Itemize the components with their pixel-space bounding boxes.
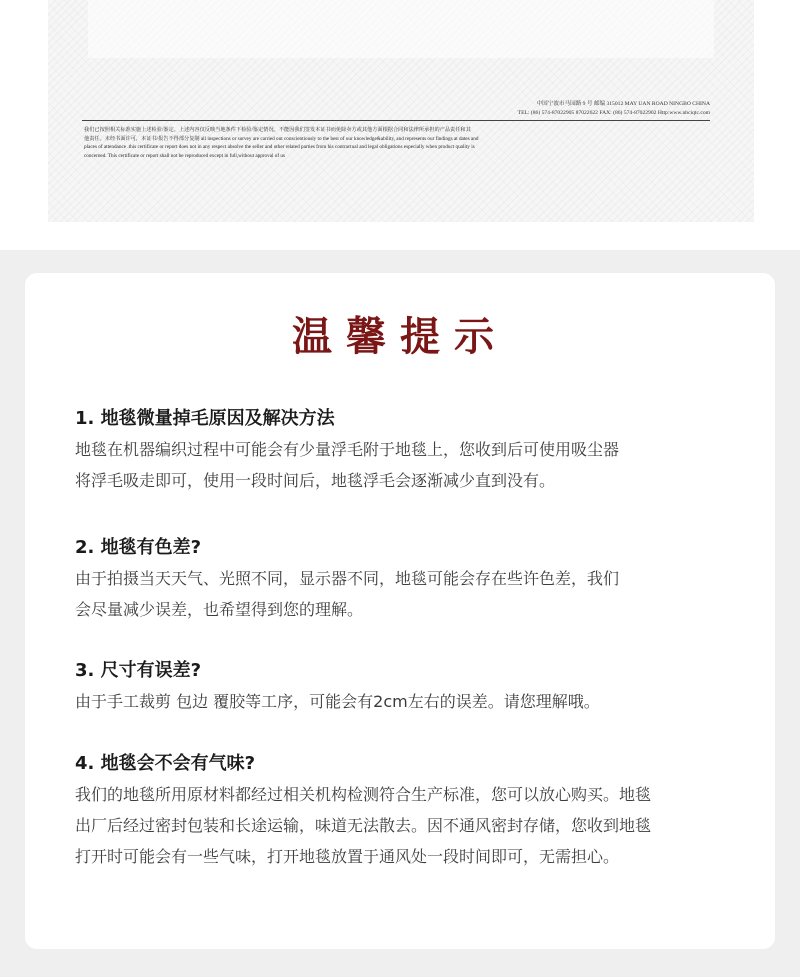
faq-question: 3. 尺寸有误差? bbox=[75, 660, 202, 681]
answer-line: 我们的地毯所用原材料都经过相关机构检测符合生产标准，您可以放心购买。地毯 bbox=[75, 785, 652, 804]
certificate-image bbox=[48, 0, 754, 222]
certificate-address-line: 中国宁波市马园路 9 号 邮编 315012 MAY UAN ROAD NINGBO CHINA bbox=[536, 101, 710, 107]
faq-answer bbox=[75, 563, 735, 625]
faq-item-size-tolerance bbox=[75, 658, 735, 717]
answer-line: 由于手工裁剪 包边 覆胶等工序，可能会有2cm左右的误差。请您理解哦。 bbox=[75, 692, 600, 711]
certificate-contact-line: TEL: (86) 574-87022905 87022622 FAX: (86) 574-87022902 Http:www.nbciqtc.com bbox=[517, 110, 710, 116]
top-band bbox=[0, 0, 800, 250]
answer-line: 出厂后经过密封包装和长途运输，味道无法散去。因不通风密封存储，您收到地毯 bbox=[75, 816, 652, 835]
notice-card bbox=[25, 273, 775, 949]
faq-answer bbox=[75, 434, 735, 496]
answer-line: 由于拍摄当天天气、光照不同，显示器不同，地毯可能会存在些许色差，我们 bbox=[75, 569, 620, 588]
faq-answer bbox=[75, 686, 735, 717]
disclaimer-line: 他责任。未经书面许可，本证书/报告不得部分复制 all inspections or survey are carried out conscientiously to the best of our knowledge&ability, and represents our findings at dates and bbox=[84, 135, 479, 142]
faq-question: 4. 地毯会不会有气味? bbox=[75, 753, 256, 774]
disclaimer-line: 我们已按照相关标准实施上述检验/鉴定。上述内容仅反映当地条件下检验/鉴定情况。不能因我们签发本证书而免除卖方或其他方面根据合同和法律所承担的产品责任和其 bbox=[84, 127, 471, 133]
disclaimer-line: concerned. This certificate or report shall not be reproduced except in full,without approval of us bbox=[84, 152, 285, 159]
faq-item-color-difference bbox=[75, 535, 735, 625]
faq-question: 1. 地毯微量掉毛原因及解决方法 bbox=[75, 408, 335, 429]
disclaimer-line: places of attendance .this certificate or report does not in any respect absolve the seller and other related parties from his contractual and legal obligations especially when product quality is bbox=[84, 144, 475, 151]
answer-line: 将浮毛吸走即可，使用一段时间后，地毯浮毛会逐渐减少直到没有。 bbox=[75, 471, 556, 490]
certificate-divider bbox=[82, 120, 710, 121]
certificate-address bbox=[518, 100, 710, 118]
certificate-disclaimer bbox=[84, 126, 710, 160]
answer-line: 地毯在机器编织过程中可能会有少量浮毛附于地毯上，您收到后可使用吸尘器 bbox=[75, 440, 620, 459]
notice-title: 温馨提示 bbox=[292, 314, 508, 360]
faq-question: 2. 地毯有色差? bbox=[75, 537, 202, 558]
answer-line: 会尽量减少误差，也希望得到您的理解。 bbox=[75, 600, 364, 619]
faq-answer bbox=[75, 779, 735, 872]
answer-line: 打开时可能会有一些气味，打开地毯放置于通风处一段时间即可，无需担心。 bbox=[75, 847, 620, 866]
faq-item-hair-shedding bbox=[75, 406, 735, 496]
faq-item-odor bbox=[75, 751, 735, 872]
certificate-watermark-area bbox=[88, 0, 714, 58]
